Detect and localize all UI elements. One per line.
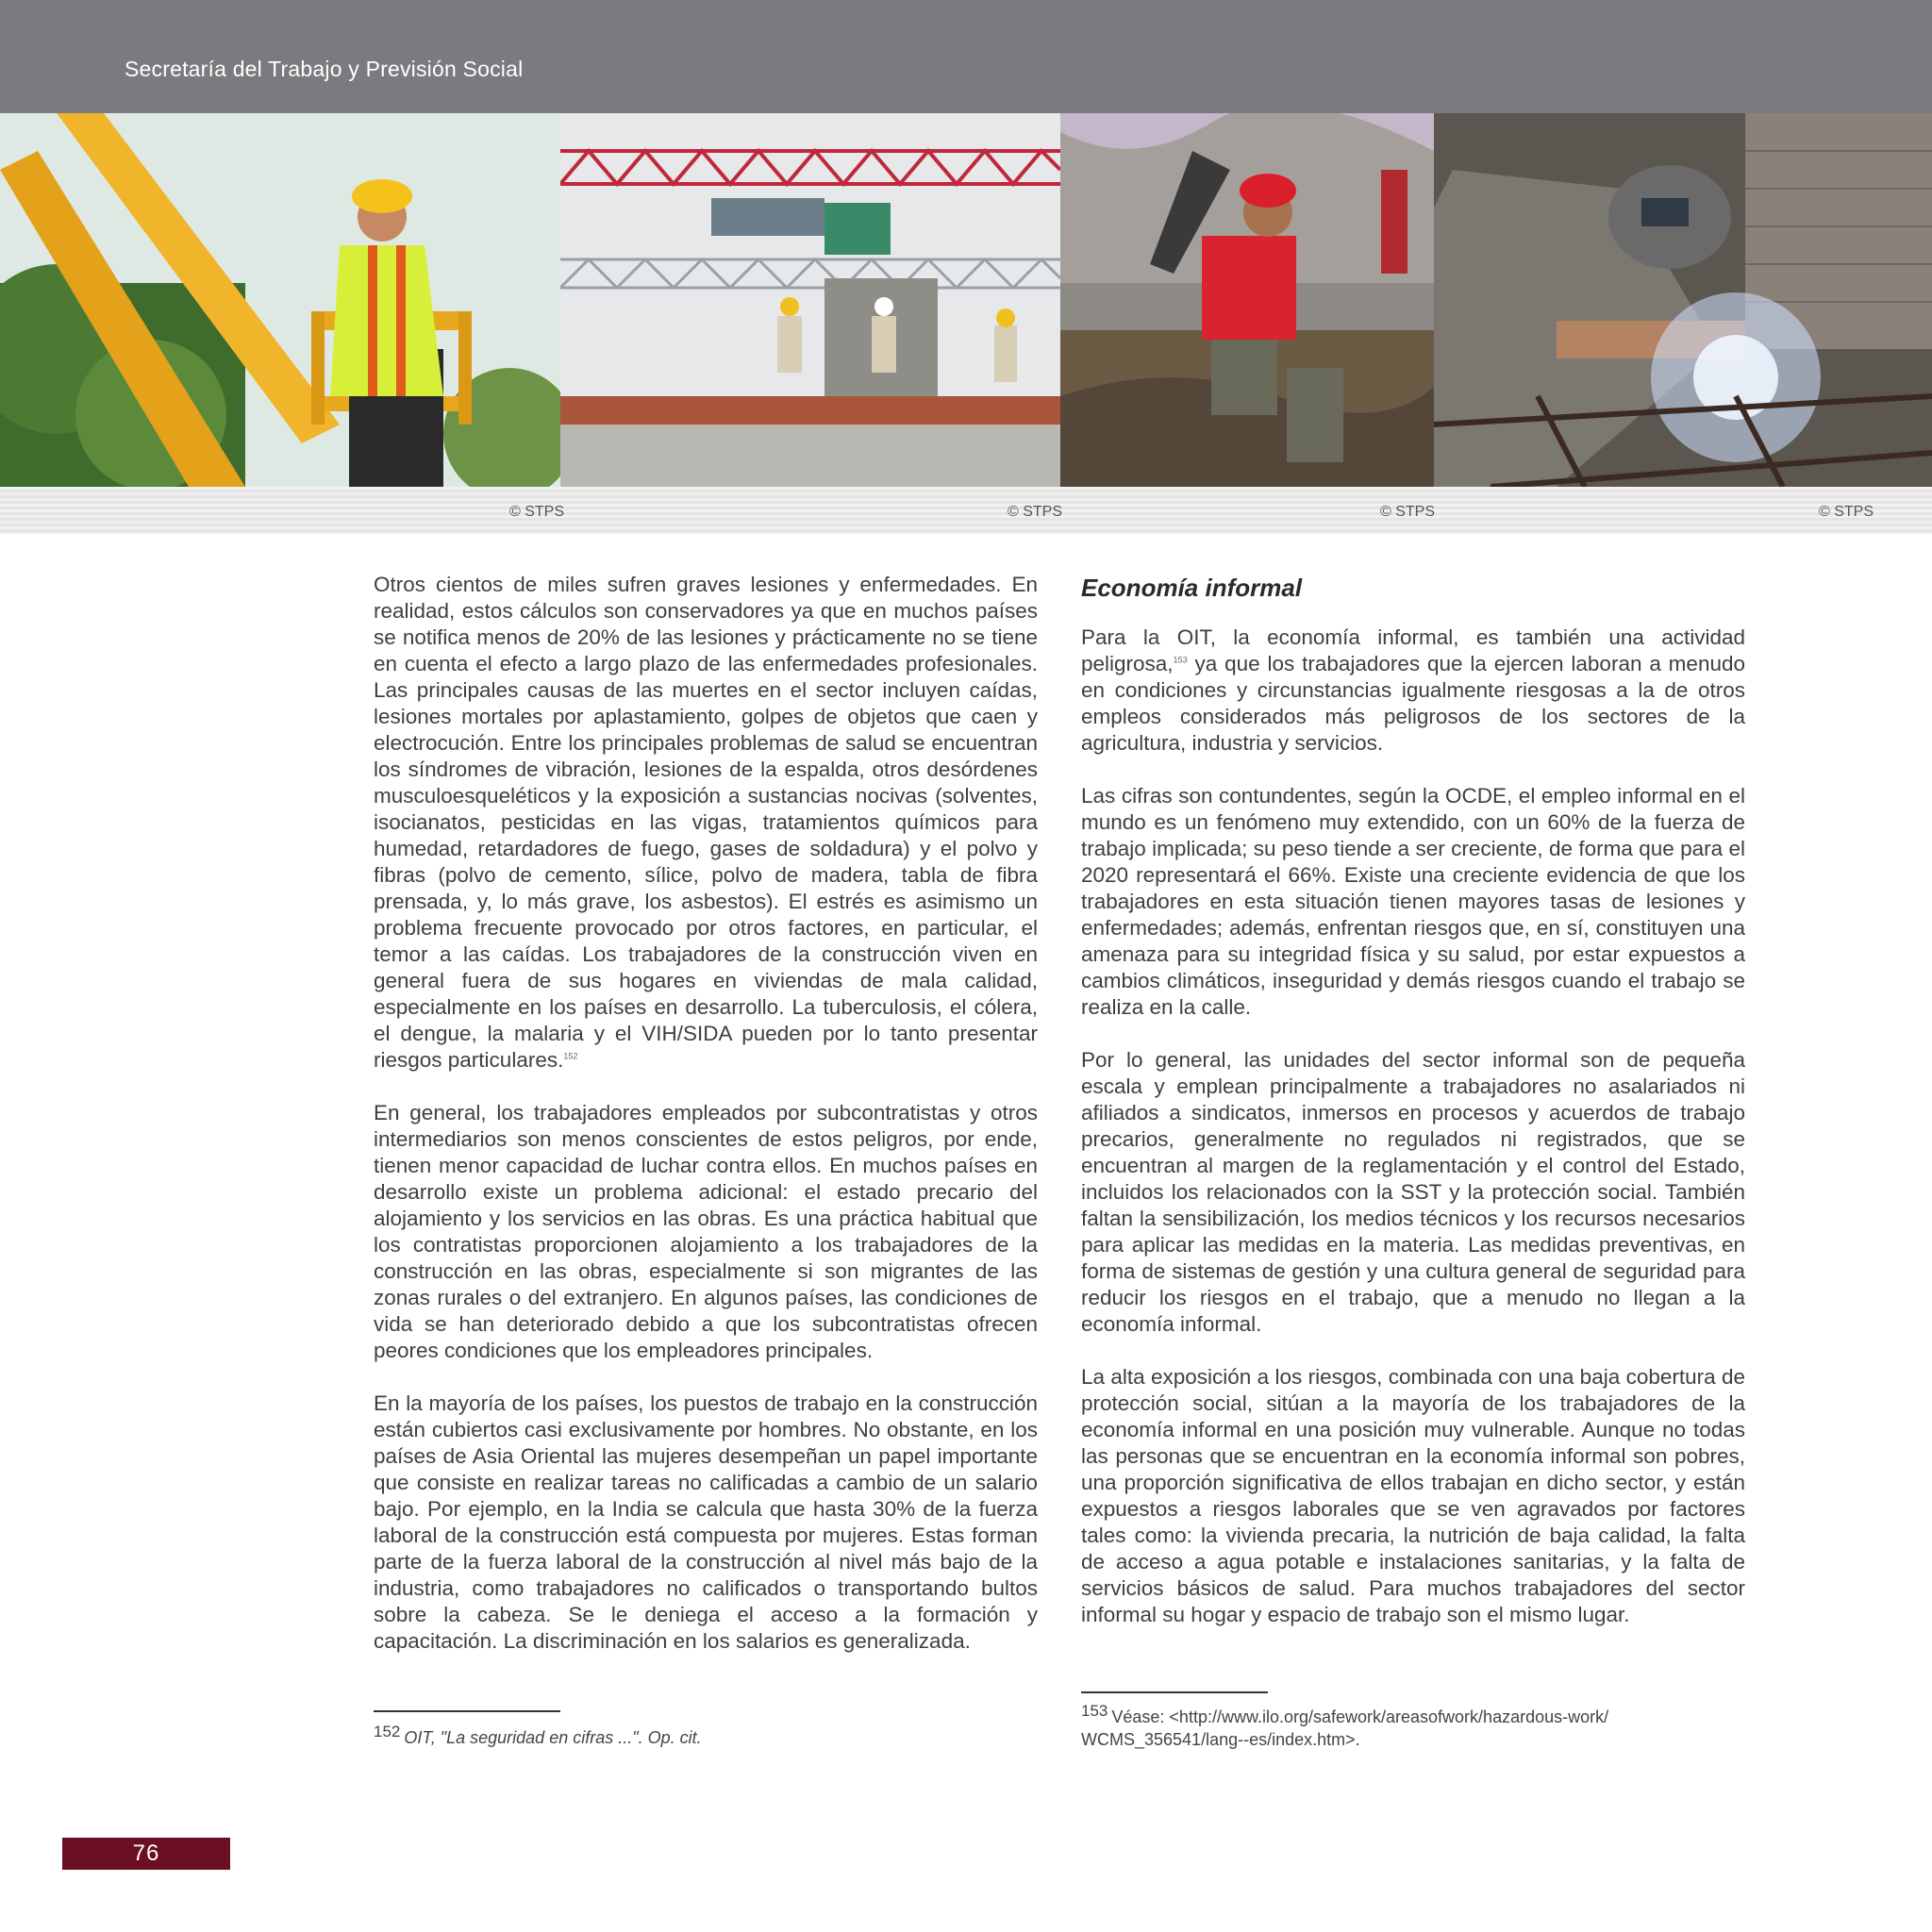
photo-crane-workers <box>560 113 1060 487</box>
page-number-box <box>62 1838 230 1870</box>
photo-worker-with-shovel <box>1060 113 1434 487</box>
body-paragraph: Por lo general, las unidades del sector informal son de pequeña escala y emplean principalmente a trabajadores no asalariados ni afiliados a sindicatos, inmersos en procesos y acuerdos de trabajo precarios, generalmente no regulados ni registrados, que se encuentran al margen de la reglamentación y el control del Estado, incluidos los relacionados con la SST y la protección social. También faltan la sensibilización, los medios técnicos y los recursos necesarios para aplicar las medidas en la materia. Las medidas preventivas, en forma de sistemas de gestión y una cultura general de seguridad para reducir los riesgos en el trabajo, que a menudo no llegan a la economía informal. <box>1081 1048 1745 1336</box>
body-paragraph: Las cifras son contundentes, según la OCDE, el empleo informal en el mundo es un fenómeno muy extendido, con un 60% de la fuerza de trabajo implicada; su peso tiende a ser creciente, de forma que para el 2020 representará el 66%. Existe una creciente evidencia de que los trabajadores en esta situación tienen mayores tasas de lesiones y enfermedades; además, enfrentan riesgos que, en sí, constituyen una amenaza para su integridad física y su salud, por estar expuestos a cambios climáticos, inseguridad y demás riesgos cuando el trabajo se realiza en la calle. <box>1081 784 1745 1019</box>
photo-credit: © STPS <box>1380 504 1436 520</box>
footnote-152: 152 OIT, "La seguridad en cifras ...". Op. cit. <box>374 1723 702 1747</box>
page-number: 76 <box>132 1840 160 1866</box>
photo-credit-bar <box>0 487 1932 534</box>
header-title: Secretaría del Trabajo y Previsión Social <box>125 57 524 81</box>
photo-credit: © STPS <box>1008 504 1063 520</box>
footnote-rule <box>374 1710 560 1712</box>
photo-welder <box>1434 113 1932 487</box>
page-header <box>0 0 1932 113</box>
body-paragraph: Otros cientos de miles sufren graves lesiones y enfermedades. En realidad, estos cálculos son conservadores ya que en muchos países se notifica menos de 20% de las lesiones y prácticamente no se tiene en cuenta el efecto a largo plazo de las enfermedades profesionales. Las principales causas de las muertes en el sector incluyen caídas, lesiones mortales por aplastamiento, golpes de objetos que caen y electrocución. Entre los principales problemas de salud se encuentran los síndromes de vibración, lesiones de la espalda, otros desórdenes musculoesqueléticos y la exposición a sustancias nocivas (solventes, isocianatos, pesticidas en las vigas, tratamientos químicos para humedad, retardadores de fuego, gases de soldadura) y el polvo y fibras (polvo de cemento, sílice, polvo de madera, tabla de fibra prensada, y, lo más grave, los asbestos). El estrés es asimismo un problema frecuente provocado por otros factores, en particular, el temor a las caídas. Los trabajadores de la construcción viven en general fuera de sus hogares en viviendas de mala calidad, especialmente en los países en desarrollo. La tuberculosis, el cólera, el dengue, la malaria y el VIH/SIDA pueden por lo tanto presentar riesgos particulares.$^{152}$ <box>374 573 1038 1072</box>
left-column <box>374 572 1038 1681</box>
body-paragraph: En general, los trabajadores empleados por subcontratistas y otros intermediarios son menos conscientes de estos peligros, por ende, tienen menor capacidad de luchar contra ellos. En muchos países en desarrollo existe un problema adicional: el estado precario del alojamiento y los servicios en las obras. Es una práctica habitual que los contratistas proporcionen alojamiento a los trabajadores de la construcción en las obras, especialmente si son migrantes de las zonas rurales o del extranjero. En algunos países, las condiciones de vida se han deteriorado debido a que los subcontratistas ofrecen peores condiciones que los empleadores principales. <box>374 1101 1038 1362</box>
section-title: Economía informal <box>1081 574 1303 602</box>
footnote-ref: 153 <box>1173 655 1188 665</box>
footnote-153: 153 Véase: <http://www.ilo.org/safework/areasofwork/hazardous-work/ WCMS_356541/lang--es/index.htm>. <box>1081 1702 1609 1749</box>
footnote-ref: 152 <box>563 1051 578 1061</box>
body-paragraph: La alta exposición a los riesgos, combinada con una baja cobertura de protección social, sitúan a la mayoría de los trabajadores de la economía informal en una posición muy vulnerable. Aunque no todas las personas que se encuentran en la economía informal son pobres, una proporción significativa de ellos trabajan en dicho sector, y están expuestos a riesgos laborales que se ven agravados por factores tales como: la vivienda precaria, la nutrición de baja calidad, la falta de acceso a agua potable e instalaciones sanitarias, y la falta de servicios básicos de salud. Para muchos trabajadores del sector informal su hogar y espacio de trabajo son el mismo lugar. <box>1081 1365 1745 1626</box>
body-paragraph: En la mayoría de los países, los puestos de trabajo en la construcción están cubiertos casi exclusivamente por hombres. No obstante, en los países de Asia Oriental las mujeres desempeñan un papel importante que consiste en realizar tareas no calificadas a cambio de un salario bajo. Por ejemplo, en la India se calcula que hasta 30% de la fuerza laboral de la construcción está compuesta por mujeres. Estas forman parte de la fuerza laboral de la construcción al nivel más bajo de la industria, como trabajadores no calificados o transportando bultos sobre la cabeza. Se le deniega el acceso a la formación y capacitación. La discriminación en los salarios es generalizada. <box>374 1391 1038 1653</box>
photo-strip <box>0 113 1932 487</box>
photo-credit: © STPS <box>1819 504 1874 520</box>
footnote-rule <box>1081 1691 1268 1693</box>
right-column <box>1081 572 1745 1655</box>
body-paragraph: Para la OIT, la economía informal, es también una actividad peligrosa,$^{153}$ ya que los trabajadores que la ejercen laboran a menudo en condiciones y circunstancias igualmente riesgosas a la de otros empleos considerados más peligrosos de los sectores de la agricultura, industria y servicios. <box>1081 625 1745 755</box>
photo-credit: © STPS <box>509 504 565 520</box>
photo-aerial-lift-worker <box>0 113 560 487</box>
